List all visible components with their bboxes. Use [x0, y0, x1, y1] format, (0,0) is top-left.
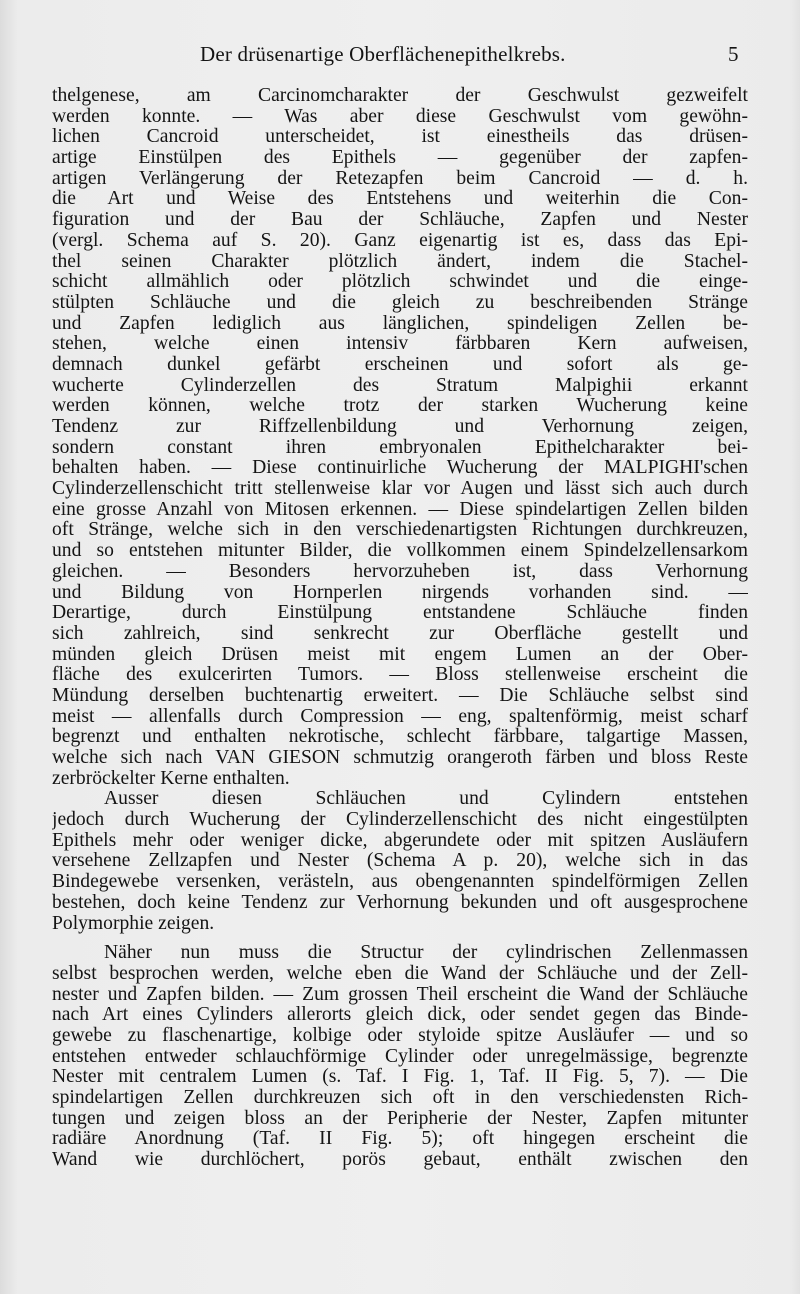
text-line: und Bildung von Hornperlen nirgends vorhanden sind. —	[52, 582, 748, 603]
text-line: nester und Zapfen bilden. — Zum grossen Theil erscheint die Wand der Schläuche	[52, 984, 748, 1005]
text-line: Bindegewebe versenken, verästeln, aus obengenannten spindelförmigen Zellen	[52, 872, 748, 893]
text-line: meist — allenfalls durch Compression — eng, spaltenförmig, meist scharf	[52, 706, 748, 727]
text-line: Ausser diesen Schläuchen und Cylindern entstehen	[104, 789, 748, 810]
text-line: demnach dunkel gefärbt erscheinen und sofort als ge-	[52, 354, 748, 375]
text-line: und so entstehen mitunter Bilder, die vollkommen einem Spindelzellensarkom	[52, 541, 748, 562]
text-line: oft Stränge, welche sich in den verschiedenartigsten Richtungen durchkreuzen,	[52, 520, 748, 541]
text-line: selbst besprochen werden, welche eben die Wand der Schläuche und der Zell-	[52, 963, 748, 984]
text-line: welche sich nach VAN GIESON schmutzig orangeroth färben und bloss Reste	[52, 748, 748, 768]
text-line: wucherte Cylinderzellen des Stratum Malpighii erkannt	[52, 375, 748, 396]
text-line: bestehen, doch keine Tendenz zur Verhornung bekunden und oft ausgesprochene	[52, 892, 748, 913]
text-line: gewebe zu flaschenartige, kolbige oder styloide spitze Ausläufer — und so	[52, 1025, 748, 1046]
text-line: werden konnte. — Was aber diese Geschwulst vom gewöhn-	[52, 106, 748, 127]
page-number: 5	[728, 42, 739, 66]
page-header	[0, 42, 800, 72]
text-line: entstehen entweder schlauchförmige Cylinder oder unregelmässige, begrenzte	[52, 1046, 748, 1067]
text-line: die Art und Weise des Entstehens und weiterhin die Con-	[52, 189, 748, 210]
text-line: eine grosse Anzahl von Mitosen erkennen. — Diese spindelartigen Zellen bilden	[52, 499, 748, 520]
text-line: sondern constant ihren embryonalen Epithelcharakter bei-	[52, 437, 748, 458]
text-line: Derartige, durch Einstülpung entstandene Schläuche finden	[52, 603, 748, 624]
text-line: stülpten Schläuche und die gleich zu beschreibenden Stränge	[52, 292, 748, 313]
text-line: begrenzt und enthalten nekrotische, schlecht färbbare, talgartige Massen,	[52, 727, 748, 748]
text-line: behalten haben. — Diese continuirliche Wucherung der MALPIGHI'schen	[52, 458, 748, 479]
text-line: gleichen. — Besonders hervorzuheben ist, dass Verhornung	[52, 561, 748, 582]
text-line: artigen Verlängerung der Retezapfen beim Cancroid — d. h.	[52, 168, 748, 189]
text-line: münden gleich Drüsen meist mit engem Lumen an der Ober-	[52, 644, 748, 665]
text-line: radiäre Anordnung (Taf. II Fig. 5); oft hingegen erscheint die	[52, 1129, 748, 1150]
text-line: thelgenese, am Carcinomcharakter der Geschwulst gezweifelt	[52, 86, 748, 106]
text-line: lichen Cancroid unterscheidet, ist einestheils das drüsen-	[52, 127, 748, 148]
body-text	[52, 86, 748, 1171]
text-line: figuration und der Bau der Schläuche, Zapfen und Nester	[52, 210, 748, 231]
text-line: thel seinen Charakter plötzlich ändert, indem die Stachel-	[52, 251, 748, 272]
text-line: Epithels mehr oder weniger dicke, abgerundete oder mit spitzen Ausläufern	[52, 830, 748, 851]
text-line: zerbröckelter Kerne enthalten.	[52, 768, 290, 789]
text-line: und Zapfen lediglich aus länglichen, spindeligen Zellen be-	[52, 313, 748, 334]
running-title: Der drüsenartige Oberflächenepithelkrebs.	[200, 42, 566, 66]
text-line: Nester mit centralem Lumen (s. Taf. I Fig. 1, Taf. II Fig. 5, 7). — Die	[52, 1067, 748, 1088]
text-line: sich zahlreich, sind senkrecht zur Oberfläche gestellt und	[52, 623, 748, 644]
text-line: artige Einstülpen des Epithels — gegenüber der zapfen-	[52, 148, 748, 169]
text-line: Wand wie durchlöchert, porös gebaut, enthält zwischen den	[52, 1150, 748, 1171]
text-line: spindelartigen Zellen durchkreuzen sich oft in den verschiedensten Rich-	[52, 1088, 748, 1108]
text-line: tungen und zeigen bloss an der Peripherie der Nester, Zapfen mitunter	[52, 1108, 748, 1129]
text-line: schicht allmählich oder plötzlich schwindet und die einge-	[52, 272, 748, 293]
text-line: stehen, welche einen intensiv färbbaren Kern aufweisen,	[52, 334, 748, 355]
text-line: versehene Zellzapfen und Nester (Schema A p. 20), welche sich in das	[52, 851, 748, 872]
text-line: jedoch durch Wucherung der Cylinderzellenschicht des nicht eingestülpten	[52, 810, 748, 831]
text-line: nach Art eines Cylinders allerorts gleich dick, oder sendet gegen das Binde-	[52, 1005, 748, 1026]
text-line: (vergl. Schema auf S. 20). Ganz eigenartig ist es, dass das Epi-	[52, 230, 748, 251]
text-line: Tendenz zur Riffzellenbildung und Verhornung zeigen,	[52, 417, 748, 437]
text-line: werden können, welche trotz der starken Wucherung keine	[52, 396, 748, 417]
text-line: Polymorphie zeigen.	[52, 913, 215, 934]
text-line: fläche des exulcerirten Tumors. — Bloss stellenweise erscheint die	[52, 665, 748, 686]
text-line: Näher nun muss die Structur der cylindrischen Zellenmassen	[104, 943, 748, 964]
text-line: Cylinderzellenschicht tritt stellenweise klar vor Augen und lässt sich auch durch	[52, 479, 748, 500]
text-line: Mündung derselben buchtenartig erweitert. — Die Schläuche selbst sind	[52, 685, 748, 706]
